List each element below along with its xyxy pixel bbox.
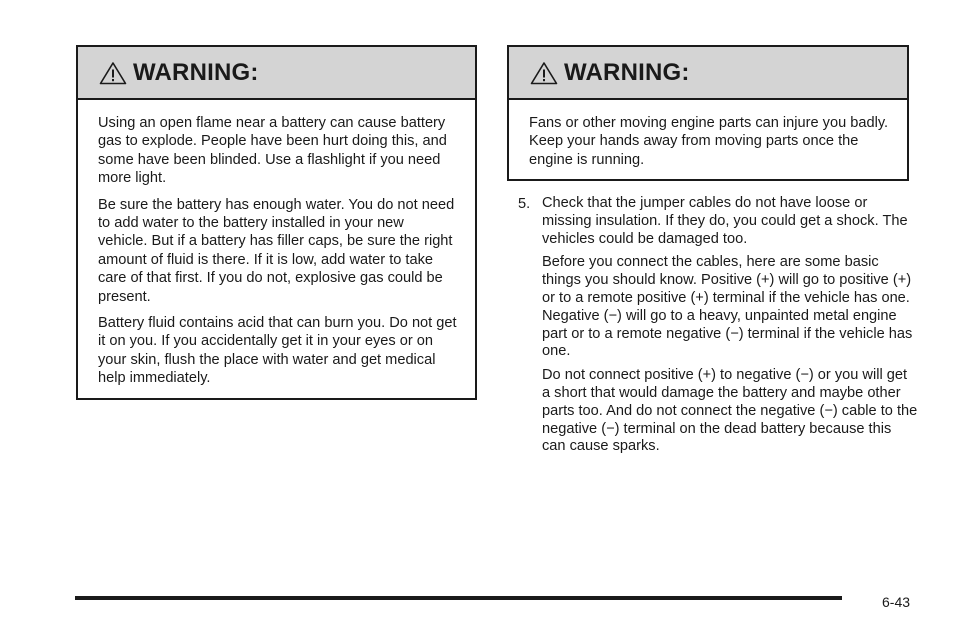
warning-title: WARNING: — [133, 58, 259, 86]
warning-body — [509, 100, 907, 169]
warning-triangle-icon — [99, 61, 127, 85]
warning-header — [509, 47, 907, 100]
warning-box-battery — [76, 45, 477, 400]
step-content — [542, 195, 918, 456]
warning-title: WARNING: — [564, 58, 690, 86]
step-paragraph: Before you connect the cables, here are some basic things you should know. Positive (+) will go to positive (+) or to a remote positive (+) terminal if the vehicle has one. Negative (−) will go to a heavy, unpainted metal engine part or to a remote negative (−) terminal if the vehicle has one. — [542, 254, 913, 360]
footer-rule — [75, 596, 842, 600]
warning-body — [78, 100, 475, 388]
warning-triangle-icon — [530, 61, 558, 85]
step-paragraph: Check that the jumper cables do not have loose or missing insulation. If they do, you could get a shock. The vehicles could be damaged too. — [542, 195, 908, 247]
warning-paragraph: Using an open flame near a battery can cause battery gas to explode. People have been hurt doing this, and some have been blinded. Use a flashlight if you need more light. — [98, 115, 447, 187]
warning-box-moving-parts — [507, 45, 909, 181]
warning-paragraph: Fans or other moving engine parts can injure you badly. Keep your hands away from moving parts once the engine is running. — [529, 115, 889, 168]
warning-header — [78, 47, 475, 100]
step-number: 5. — [518, 196, 531, 212]
warning-paragraph: Be sure the battery has enough water. You do not need to add water to the battery installed in your new vehicle. But if a battery has filler caps, be sure the right amount of fluid is there. If it is low, add water to take care of that first. If you do not, explosive gas could be present. — [98, 196, 455, 305]
warning-paragraph: Battery fluid contains acid that can burn you. Do not get it on you. If you accidentally get it in your eyes or on your skin, flush the place with water and get medical help immediately. — [98, 315, 457, 387]
page-number: 6-43 — [882, 594, 911, 610]
step-paragraph: Do not connect positive (+) to negative (−) or you will get a short that would damage the battery and maybe other parts too. And do not connect the negative (−) cable to the negative (−) terminal on the dead battery because this can cause sparks. — [542, 367, 918, 455]
step-5 — [518, 195, 918, 462]
